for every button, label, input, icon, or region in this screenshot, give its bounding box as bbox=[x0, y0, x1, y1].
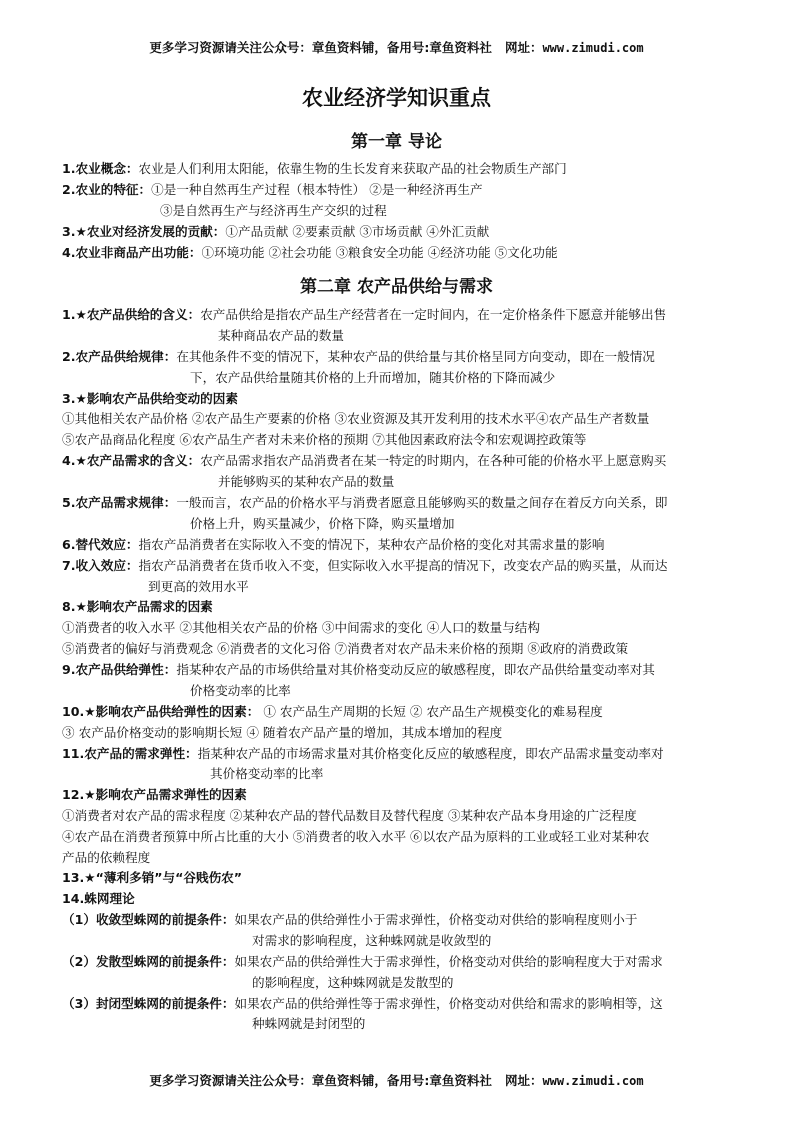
c1-label: 4.农业非商品产出功能： bbox=[62, 245, 202, 260]
footer-banner bbox=[0, 1071, 793, 1089]
c2-label: 14.蛛网理论 bbox=[62, 891, 135, 906]
c2-label: 1.★农产品供给的含义： bbox=[62, 307, 201, 322]
banner-text: 更多学习资源请关注公众号：章鱼资料铺，备用号:章鱼资料社 bbox=[149, 40, 492, 55]
banner-text: 更多学习资源请关注公众号：章鱼资料铺，备用号:章鱼资料社 bbox=[149, 1073, 492, 1088]
c2-text: 在其他条件不变的情况下，某种农产品的供给量与其价格呈同方向变动，即在一般情况 bbox=[176, 349, 655, 364]
c2-line bbox=[252, 974, 454, 992]
c2-text: 如果农产品的供给弹性大于需求弹性，价格变动对供给的影响程度大于对需求 bbox=[234, 954, 663, 969]
c2-line bbox=[62, 869, 242, 887]
c2-line bbox=[190, 682, 291, 700]
c2-line bbox=[62, 431, 586, 449]
c1-line-2: 2.农业的特征：①是一种自然再生产过程（根本特性） ②是一种经济再生产 bbox=[62, 182, 483, 197]
c2-text: 指某种农产品的市场需求量对其价格变化反应的敏感程度，即农产品需求量变动率对 bbox=[197, 746, 664, 761]
chapter-2-heading: 第二章 农产品供给与需求 bbox=[300, 277, 493, 297]
c2-text: 农产品供给是指农产品生产经营者在一定时间内，在一定价格条件下愿意并能够出售 bbox=[200, 307, 667, 322]
c2-text: 价格上升，购买量减少，价格下降，购买量增加 bbox=[190, 516, 455, 531]
c2-text: 到更高的效用水平 bbox=[148, 579, 249, 594]
c2-line bbox=[62, 849, 150, 867]
c2-line bbox=[62, 348, 655, 366]
c2-text: 某种商品农产品的数量 bbox=[218, 328, 344, 343]
c2-line bbox=[62, 911, 637, 929]
header-banner bbox=[0, 38, 793, 56]
c2-text: ①其他相关农产品价格 ②农产品生产要素的价格 ③农业资源及其开发利用的技术水平④农产品生产者数量 bbox=[62, 411, 650, 426]
c2-text: ①消费者对农产品的需求程度 ②某种农产品的替代品数目及替代程度 ③某种农产品本身用途的广泛程度 bbox=[62, 808, 637, 823]
c2-text: 下，农产品供给量随其价格的上升而增加，随其价格的下降而减少 bbox=[190, 370, 556, 385]
c2-label: 13.★“薄利多销”与“谷贱伤农” bbox=[62, 870, 243, 885]
c2-text: ① 农产品生产周期的长短 ② 农产品生产规模变化的难易程度 bbox=[259, 704, 603, 719]
c2-line bbox=[62, 410, 649, 428]
c2-label: 6.替代效应： bbox=[62, 537, 139, 552]
c2-line bbox=[148, 578, 249, 596]
c1-label: 3.★农业对经济发展的贡献： bbox=[62, 224, 226, 239]
c2-line bbox=[62, 828, 649, 846]
c1-line-1: 1.农业概念：农业是人们利用太阳能，依靠生物的生长发育来获取产品的社会物质生产部门 bbox=[62, 161, 567, 176]
c2-line bbox=[252, 1015, 365, 1033]
c2-text: 农产品需求指农产品消费者在某一特定的时期内，在各种可能的价格水平上愿意购买 bbox=[200, 453, 667, 468]
c2-line bbox=[62, 807, 637, 825]
banner-url[interactable]: www.zimudi.com bbox=[542, 41, 644, 55]
c2-text: 指农产品消费者在实际收入不变的情况下，某种农产品价格的变化对其需求量的影响 bbox=[138, 537, 605, 552]
c2-line bbox=[62, 390, 238, 408]
c2-text: 产品的依赖程度 bbox=[62, 850, 151, 865]
c2-line bbox=[62, 452, 666, 470]
c2-text: 并能够购买的某种农产品的数量 bbox=[218, 474, 395, 489]
c2-text: 其价格变动率的比率 bbox=[210, 766, 324, 781]
c2-line bbox=[190, 369, 555, 387]
c2-label: （3）封闭型蛛网的前提条件： bbox=[62, 996, 235, 1011]
c2-label: 12.★影响农产品需求弹性的因素 bbox=[62, 787, 247, 802]
c2-line bbox=[62, 557, 667, 575]
c1-label: 1.农业概念： bbox=[62, 161, 139, 176]
c2-label: 4.★农产品需求的含义： bbox=[62, 453, 201, 468]
c2-line bbox=[62, 786, 247, 804]
c2-line bbox=[252, 932, 491, 950]
c2-text: 指农产品消费者在货币收入不变，但实际收入水平提高的情况下，改变农产品的购买量，从而达 bbox=[138, 558, 668, 573]
c1-line-3: 3.★农业对经济发展的贡献：①产品贡献 ②要素贡献 ③市场贡献 ④外汇贡献 bbox=[62, 224, 490, 239]
c2-line bbox=[62, 619, 540, 637]
c2-line bbox=[62, 953, 663, 971]
c2-text: 对需求的影响程度，这种蛛网就是收敛型的 bbox=[252, 933, 492, 948]
c2-line bbox=[62, 703, 603, 721]
c2-label: 8.★影响农产品需求的因素 bbox=[62, 599, 213, 614]
c2-label: 2.农产品供给规律： bbox=[62, 349, 177, 364]
c2-text: ④农产品在消费者预算中所占比重的大小 ⑤消费者的收入水平 ⑥以农产品为原料的工业或轻工业对某种农 bbox=[62, 829, 650, 844]
chapter-1-heading: 第一章 导论 bbox=[351, 132, 442, 152]
c2-text: 的影响程度，这种蛛网就是发散型的 bbox=[252, 975, 454, 990]
c2-line bbox=[218, 473, 394, 491]
c2-text: ⑤消费者的偏好与消费观念 ⑥消费者的文化习俗 ⑦消费者对农产品未来价格的预期 ⑧政府的消费政策 bbox=[62, 641, 629, 656]
c2-label: 7.收入效应： bbox=[62, 558, 139, 573]
c2-line bbox=[62, 745, 664, 763]
c2-text: 指某种农产品的市场供给量对其价格变动反应的敏感程度，即农产品供给量变动率对其 bbox=[176, 662, 655, 677]
c2-label: 10.★影响农产品供给弹性的因素： bbox=[62, 704, 260, 719]
c2-text: ①消费者的收入水平 ②其他相关农产品的价格 ③中间需求的变化 ④人口的数量与结构 bbox=[62, 620, 540, 635]
c2-label: 9.农产品供给弹性： bbox=[62, 662, 177, 677]
c2-label: （2）发散型蛛网的前提条件： bbox=[62, 954, 235, 969]
c2-text: 一般而言，农产品的价格水平与消费者愿意且能够购买的数量之间存在着反方向关系，即 bbox=[176, 495, 668, 510]
c2-text: 如果农产品的供给弹性小于需求弹性，价格变动对供给的影响程度则小于 bbox=[234, 912, 638, 927]
banner-url-label: 网址： bbox=[504, 1073, 543, 1088]
c2-line bbox=[62, 890, 135, 908]
c2-label: 11.农产品的需求弹性： bbox=[62, 746, 198, 761]
c2-label: 3.★影响农产品供给变动的因素 bbox=[62, 391, 238, 406]
c2-label: （1）收敛型蛛网的前提条件： bbox=[62, 912, 235, 927]
c2-line bbox=[62, 640, 628, 658]
c2-text: 价格变动率的比率 bbox=[190, 683, 291, 698]
banner-url-label: 网址： bbox=[504, 40, 543, 55]
c2-text: ⑤农产品商品化程度 ⑥农产品生产者对未来价格的预期 ⑦其他因素政府法令和宏观调控政策等 bbox=[62, 432, 587, 447]
c2-line bbox=[210, 765, 323, 783]
c1-line-4: 4.农业非商品产出功能：①环境功能 ②社会功能 ③粮食安全功能 ④经济功能 ⑤文化功能 bbox=[62, 245, 558, 260]
c2-text: ③ 农产品价格变动的影响期长短 ④ 随着农产品产量的增加，其成本增加的程度 bbox=[62, 725, 503, 740]
c2-line bbox=[62, 724, 502, 742]
c2-text: 种蛛网就是封闭型的 bbox=[252, 1016, 366, 1031]
c1-label: 2.农业的特征： bbox=[62, 182, 152, 197]
c2-line bbox=[62, 995, 663, 1013]
c2-text: 如果农产品的供给弹性等于需求弹性，价格变动对供给和需求的影响相等，这 bbox=[234, 996, 663, 1011]
c1-line-2-cont: ③是自然再生产与经济再生产交织的过程 bbox=[160, 203, 387, 218]
c2-line bbox=[62, 661, 655, 679]
page-title: 农业经济学知识重点 bbox=[302, 86, 491, 110]
c2-line bbox=[62, 306, 666, 324]
c2-line bbox=[62, 536, 605, 554]
c2-line bbox=[62, 598, 213, 616]
c2-line bbox=[190, 515, 454, 533]
c2-line bbox=[62, 494, 667, 512]
banner-url[interactable]: www.zimudi.com bbox=[542, 1074, 644, 1088]
c2-label: 5.农产品需求规律： bbox=[62, 495, 177, 510]
c2-line bbox=[218, 327, 344, 345]
